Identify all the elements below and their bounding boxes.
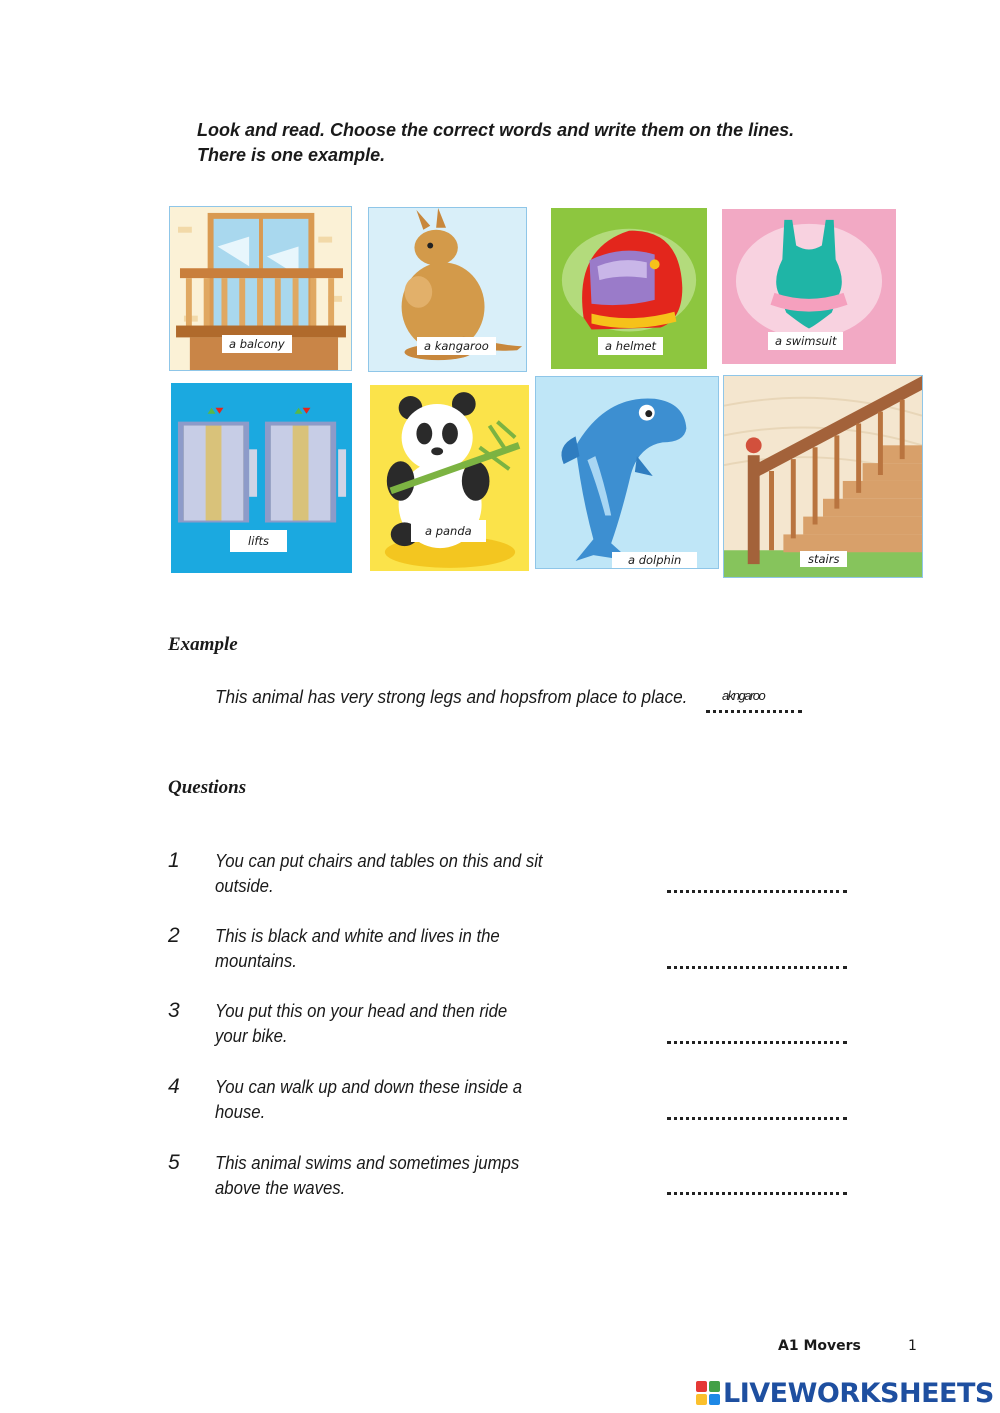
questions-heading: Questions <box>168 777 247 798</box>
question-text-line: outside. <box>215 876 274 896</box>
stairs-illustration <box>724 376 922 577</box>
example-answer: akngaroo <box>722 688 765 703</box>
question-text-line: You put this on your head and then ride <box>215 1001 508 1021</box>
example-answer-line <box>706 710 802 713</box>
picture-lifts <box>171 383 352 573</box>
picture-stairs <box>723 375 923 578</box>
label-lifts: lifts <box>230 530 287 552</box>
question-number: 4 <box>168 1075 180 1098</box>
question-text <box>215 849 568 899</box>
question-text <box>215 924 568 974</box>
question-number: 2 <box>168 924 180 947</box>
answer-field[interactable] <box>667 956 847 969</box>
picture-swimsuit <box>722 209 896 364</box>
question-text-line: You can put chairs and tables on this and sit <box>215 851 543 871</box>
question-text-line: above the waves. <box>215 1178 346 1198</box>
label-swimsuit: a swimsuit <box>768 332 843 350</box>
question-number: 5 <box>168 1151 180 1174</box>
picture-helmet <box>551 208 707 369</box>
question-text-line: This animal swims and sometimes jumps <box>215 1153 520 1173</box>
answer-field[interactable] <box>667 880 847 893</box>
label-dolphin: a dolphin <box>612 552 697 568</box>
question-text <box>215 1075 568 1125</box>
label-stairs: stairs <box>800 551 847 567</box>
question-text <box>215 999 568 1049</box>
label-kangaroo: a kangaroo <box>417 337 496 355</box>
answer-field[interactable] <box>667 1182 847 1195</box>
question-text-line: your bike. <box>215 1026 288 1046</box>
question-text-line: This is black and white and lives in the <box>215 926 500 946</box>
answer-field[interactable] <box>667 1107 847 1120</box>
instructions: Look and read. Choose the correct words and write them on the lines. There is one example. <box>197 120 795 165</box>
example-heading: Example <box>168 634 238 655</box>
logo-icon <box>696 1381 720 1405</box>
footer-level: A1 Movers <box>778 1338 861 1354</box>
label-balcony: a balcony <box>222 335 292 353</box>
label-panda: a panda <box>411 520 486 542</box>
picture-dolphin <box>535 376 719 569</box>
liveworksheets-logo[interactable] <box>696 1376 994 1410</box>
picture-balcony <box>169 206 352 371</box>
question-text-line: mountains. <box>215 951 297 971</box>
page-number: 1 <box>908 1338 917 1354</box>
question-text <box>215 1151 568 1201</box>
question-number: 1 <box>168 849 180 872</box>
question-number: 3 <box>168 999 180 1022</box>
picture-panda <box>370 385 529 571</box>
question-text-line: house. <box>215 1102 266 1122</box>
example-text: This animal has very strong legs and hopsfrom place to place. <box>215 686 688 707</box>
brand-name: LIVEWORKSHEETS <box>723 1377 994 1409</box>
label-helmet: a helmet <box>598 337 663 355</box>
panda-illustration <box>371 386 528 570</box>
picture-kangaroo <box>368 207 527 372</box>
dolphin-illustration <box>536 377 718 568</box>
answer-field[interactable] <box>667 1031 847 1044</box>
question-text-line: You can walk up and down these inside a <box>215 1077 523 1097</box>
